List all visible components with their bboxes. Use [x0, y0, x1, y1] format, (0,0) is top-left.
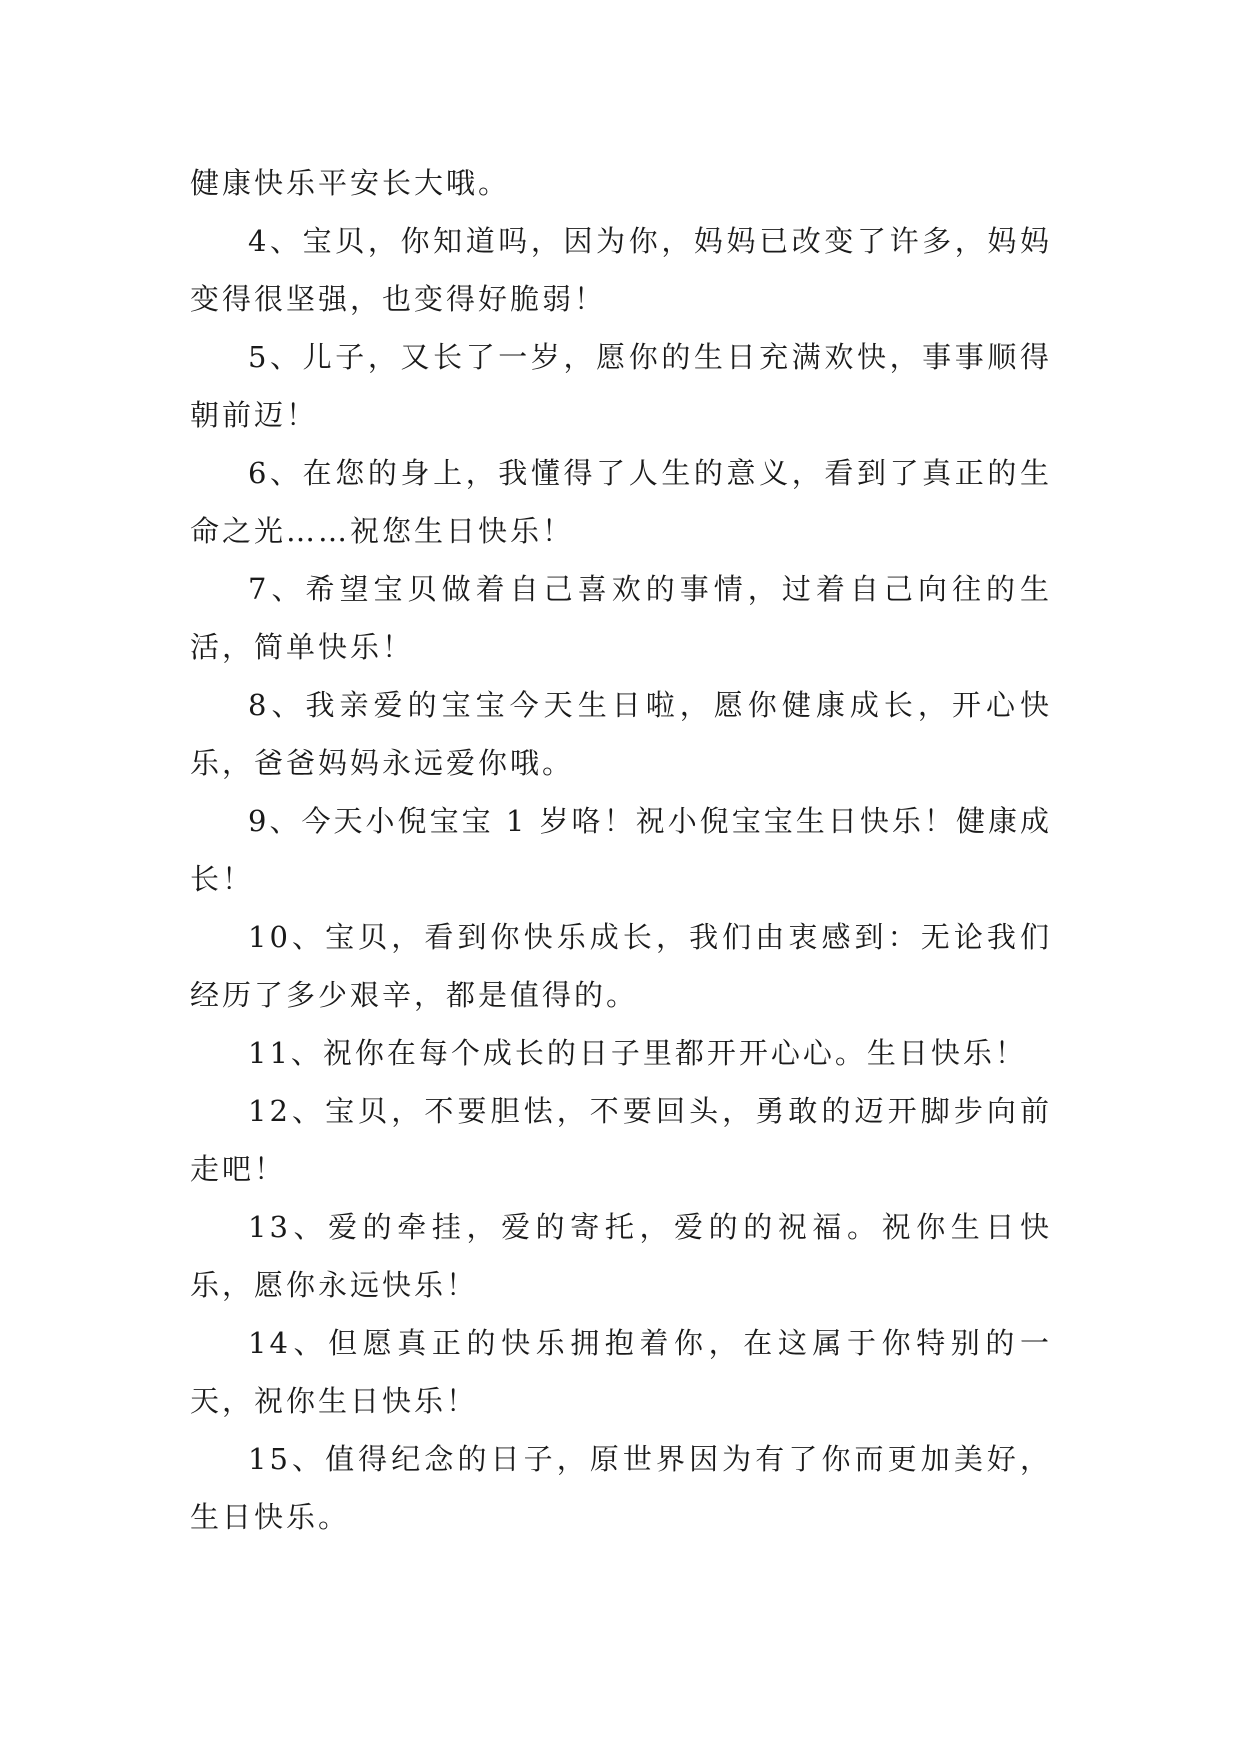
paragraph-13: 13、爱的牵挂，爱的寄托，爱的的祝福。祝你生日快乐，愿你永远快乐！ [190, 1210, 1052, 1302]
paragraph-14: 14、但愿真正的快乐拥抱着你，在这属于你特别的一天，祝你生日快乐！ [190, 1326, 1052, 1418]
paragraph-9: 9、今天小倪宝宝 1 岁咯！祝小倪宝宝生日快乐！健康成长！ [190, 804, 1052, 896]
paragraph-11: 11、祝你在每个成长的日子里都开开心心。生日快乐！ [248, 1036, 1027, 1070]
document-body [190, 154, 1052, 1546]
paragraph-15: 15、值得纪念的日子，原世界因为有了你而更加美好，生日快乐。 [190, 1442, 1052, 1534]
paragraph-12: 12、宝贝，不要胆怯，不要回头，勇敢的迈开脚步向前走吧！ [190, 1094, 1052, 1186]
paragraph-6: 6、在您的身上，我懂得了人生的意义，看到了真正的生命之光……祝您生日快乐！ [190, 456, 1052, 548]
paragraph-10: 10、宝贝，看到你快乐成长，我们由衷感到：无论我们经历了多少艰辛，都是值得的。 [190, 920, 1052, 1012]
paragraph-8: 8、我亲爱的宝宝今天生日啦，愿你健康成长，开心快乐，爸爸妈妈永远爱你哦。 [190, 688, 1052, 780]
paragraph-4: 4、宝贝，你知道吗，因为你，妈妈已改变了许多，妈妈变得很坚强，也变得好脆弱！ [190, 224, 1052, 316]
paragraph-5: 5、儿子，又长了一岁，愿你的生日充满欢快，事事顺得朝前迈！ [190, 340, 1052, 432]
paragraph-continued: 健康快乐平安长大哦。 [190, 166, 511, 200]
paragraph-7: 7、希望宝贝做着自己喜欢的事情，过着自己向往的生活，简单快乐！ [190, 572, 1052, 664]
